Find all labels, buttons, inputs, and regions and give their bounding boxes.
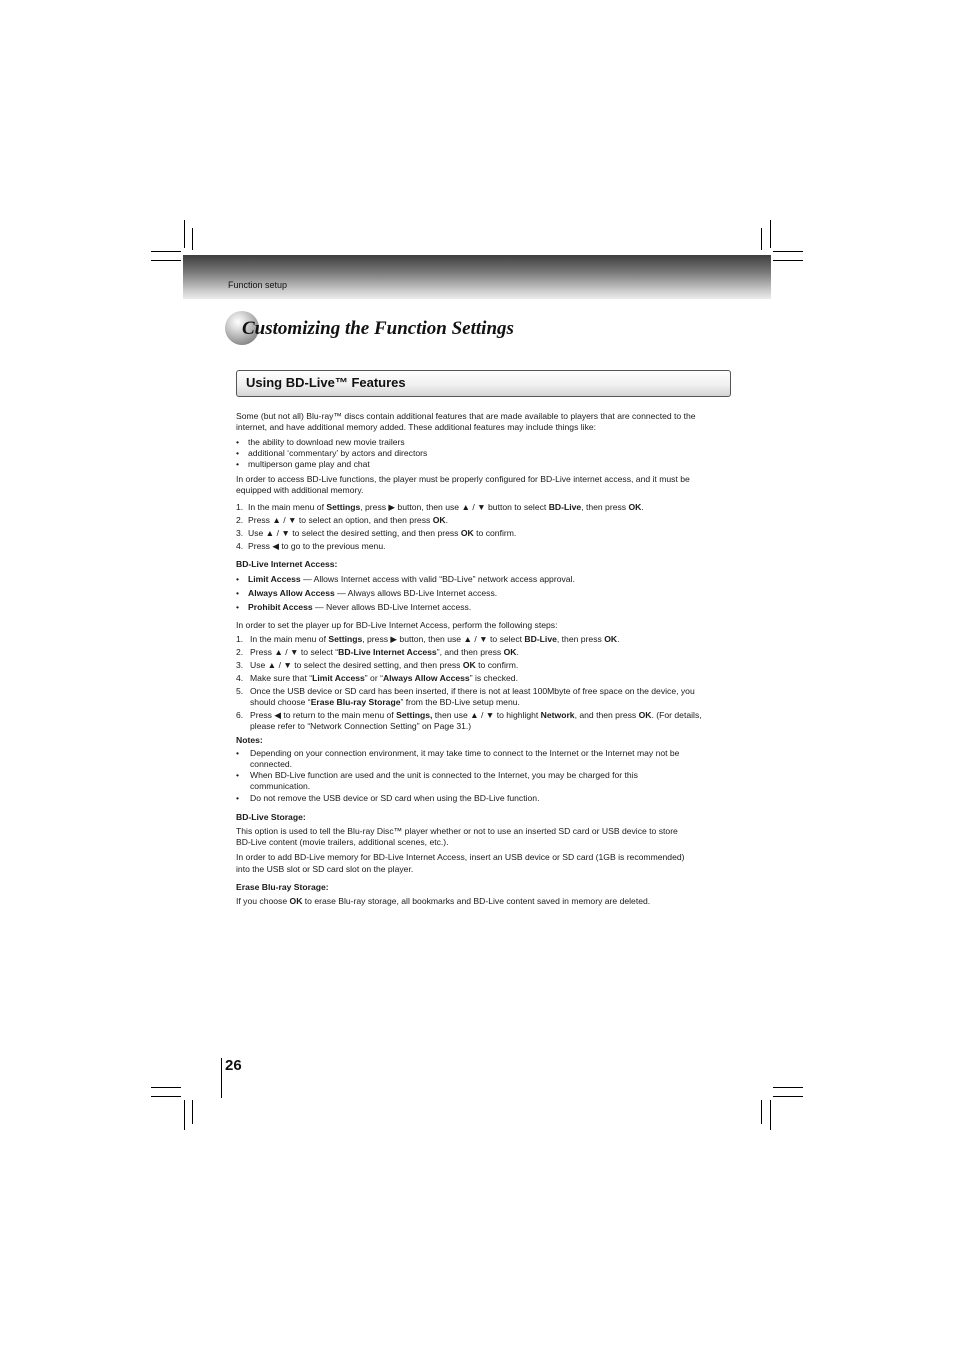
step-text: Use ▲ / ▼ to select the desired setting, and then press OK to confirm. (250, 660, 519, 670)
intro-paragraph-line: equipped with additional memory. (236, 485, 364, 495)
paragraph: This option is used to tell the Blu-ray Disc™ player whether or not to use an inserted SD card or USB device to store (236, 826, 678, 836)
step-text: In the main menu of Settings, press ▶ button, then use ▲ / ▼ to select BD-Live, then press OK. (250, 634, 620, 644)
bullet-icon: • (236, 574, 240, 584)
bullet-icon: • (236, 770, 240, 780)
crop-mark (192, 228, 193, 250)
step-number: 1. (236, 634, 244, 644)
crop-mark (770, 220, 771, 248)
list-item: Always Allow Access — Always allows BD-Live Internet access. (248, 588, 498, 598)
crop-mark (184, 1100, 185, 1130)
crop-mark (192, 1100, 193, 1124)
bullet-icon: • (236, 437, 240, 447)
list-item: Limit Access — Allows Internet access with valid “BD-Live” network access approval. (248, 574, 575, 584)
step-text: should choose “Erase Blu-ray Storage” from the BD-Live setup menu. (250, 697, 520, 707)
paragraph: into the USB slot or SD card slot on the player. (236, 864, 414, 874)
step-text: Once the USB device or SD card has been inserted, if there is not at least 100Mbyte of free space on the device, you (250, 686, 695, 696)
crop-mark (773, 260, 803, 261)
header-band (183, 255, 771, 299)
crop-mark (761, 228, 762, 250)
crop-mark (151, 1087, 181, 1088)
step-text: Press ▲ / ▼ to select an option, and then press OK. (248, 515, 448, 525)
step-text: Press ◀ to go to the previous menu. (248, 541, 386, 551)
note-text: Do not remove the USB device or SD card when using the BD-Live function. (250, 793, 540, 803)
list-item: additional ‘commentary’ by actors and directors (248, 448, 428, 458)
crop-mark (151, 251, 181, 252)
step-number: 2. (236, 647, 244, 657)
step-text: please refer to “Network Connection Setting” on Page 31.) (250, 721, 472, 731)
step-number: 4. (236, 673, 244, 683)
crop-mark (773, 1096, 803, 1097)
step-number: 4. (236, 541, 244, 551)
step-number: 5. (236, 686, 244, 696)
list-item: the ability to download new movie trailers (248, 437, 405, 447)
note-text: Depending on your connection environment, it may take time to connect to the Internet or the Internet may not be (250, 748, 680, 758)
step-number: 2. (236, 515, 244, 525)
intro-paragraph-line: internet, and have additional memory added. These additional features may include things like: (236, 422, 597, 432)
notes-heading: Notes: (236, 735, 263, 745)
subheading-storage: BD-Live Storage: (236, 812, 306, 822)
note-text: communication. (250, 781, 311, 791)
intro-paragraph-line: In order to access BD-Live functions, the player must be properly configured for BD-Live internet access, and it must be (236, 474, 690, 484)
list-item: Prohibit Access — Never allows BD-Live Internet access. (248, 602, 472, 612)
step-text: Make sure that “Limit Access” or “Always Allow Access” is checked. (250, 673, 518, 683)
step-number: 3. (236, 528, 244, 538)
crop-mark (761, 1100, 762, 1124)
header-section-label: Function setup (228, 280, 288, 290)
page-number: 26 (225, 1057, 242, 1074)
page-number-rule (221, 1058, 222, 1098)
subheading-erase: Erase Blu-ray Storage: (236, 882, 329, 892)
bullet-icon: • (236, 793, 240, 803)
crop-mark (773, 1087, 803, 1088)
bullet-icon: • (236, 748, 240, 758)
intro-paragraph-line: Some (but not all) Blu-ray™ discs contain additional features that are made available to players that are connected to the (236, 411, 696, 421)
crop-mark (151, 1096, 181, 1097)
section-title: Using BD-Live™ Features (246, 375, 406, 390)
paragraph: In order to add BD-Live memory for BD-Live Internet Access, insert an USB device or SD card (1GB is recommended) (236, 852, 685, 862)
crop-mark (773, 251, 803, 252)
page-title: Customizing the Function Settings (242, 318, 514, 339)
bullet-icon: • (236, 602, 240, 612)
note-text: connected. (250, 759, 293, 769)
step-text: In the main menu of Settings, press ▶ button, then use ▲ / ▼ button to select BD-Live, then press OK. (248, 502, 644, 512)
bullet-icon: • (236, 588, 240, 598)
step-number: 6. (236, 710, 244, 720)
list-item: multiperson game play and chat (248, 459, 370, 469)
step-text: Use ▲ / ▼ to select the desired setting, and then press OK to confirm. (248, 528, 517, 538)
crop-mark (184, 220, 185, 248)
step-number: 3. (236, 660, 244, 670)
crop-mark (770, 1100, 771, 1130)
bullet-icon: • (236, 448, 240, 458)
note-text: When BD-Live function are used and the unit is connected to the Internet, you may be charged for this (250, 770, 638, 780)
bullet-icon: • (236, 459, 240, 469)
paragraph: If you choose OK to erase Blu-ray storage, all bookmarks and BD-Live content saved in memory are deleted. (236, 896, 651, 906)
step-text: Press ◀ to return to the main menu of Settings, then use ▲ / ▼ to highlight Network, and then press OK. (For details, (250, 710, 702, 720)
paragraph: In order to set the player up for BD-Live Internet Access, perform the following steps: (236, 620, 558, 630)
crop-mark (151, 260, 181, 261)
step-text: Press ▲ / ▼ to select “BD-Live Internet Access”, and then press OK. (250, 647, 519, 657)
step-number: 1. (236, 502, 244, 512)
subheading-internet-access: BD-Live Internet Access: (236, 559, 338, 569)
paragraph: BD-Live content (movie trailers, additional scenes, etc.). (236, 837, 449, 847)
